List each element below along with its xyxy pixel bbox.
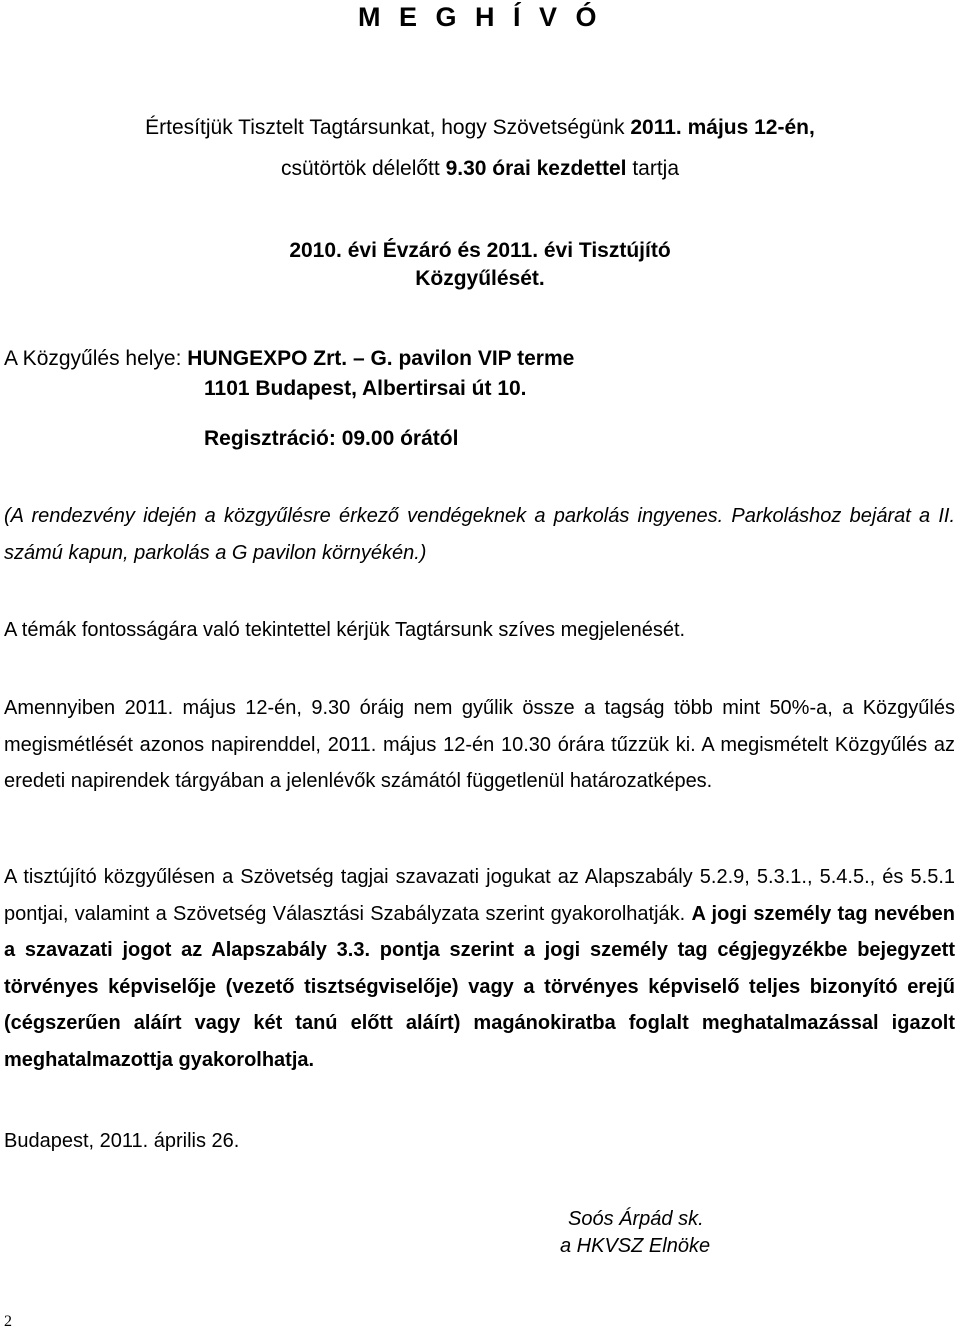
invite-text: tartja — [626, 157, 680, 180]
meeting-date: 2011. május 12-én, — [630, 116, 815, 139]
place-and-date: Budapest, 2011. április 26. — [4, 1130, 240, 1152]
invite-line-2 — [0, 156, 960, 182]
voting-representation-text: A jogi személy tag nevében a szavazati jogot az Alapszabály 3.3. pontja szerint a jogi személy tag cégjegyzékbe bejegyzett törvényes képviselője (vezető tisztségviselője) vagy a törvényes képviselő teljes bizonyító erejű (cégszerűen aláírt vagy két tanú előtt aláírt) magánokiratba foglalt meghatalmazással igazolt meghatalmazottja gyakorolhatja. — [4, 902, 956, 1071]
invite-text: csütörtök délelőtt — [280, 157, 446, 180]
venue-name: HUNGEXPO Zrt. – G. pavilon VIP terme — [187, 347, 575, 370]
quorum-paragraph: Amennyiben 2011. május 12-én, 9.30 óráig nem gyűlik össze a tagság több mint 50%-a, a Közgyűlés megismétlését azonos napirenddel, 2011. május 12-én 10.30 órára tűzzük ki. A megismételt Közgyűlés az eredeti napirendek tárgyában a jelenlévők számától függetlenül határozatképes. — [4, 697, 955, 792]
parking-note: (A rendezvény idején a közgyűlésre érkező vendégeknek a parkolás ingyenes. Parkoláshoz bejárat a II. számú kapun, parkolás a G pavilon környékén.) — [4, 505, 955, 564]
event-name-line-1: 2010. évi Évzáró és 2011. évi Tisztújító — [289, 239, 671, 262]
meeting-time: 9.30 órai kezdettel — [445, 157, 627, 180]
voting-text: A tisztújító közgyűlésen a Szövetség tagjai szavazati jogukat az Alapszabály 5.2.9, 5.3.1., 5.4.5., és 5.5.1 pontjai, valamint a Szövetség Választási Szabályzata szerint gyakorolhatják. — [4, 866, 955, 925]
registration-time: Regisztráció: 09.00 órától — [204, 427, 459, 450]
page-number: 2 — [4, 1313, 12, 1330]
signatory-role: a HKVSZ Elnöke — [560, 1235, 711, 1257]
venue-address: 1101 Budapest, Albertirsai út 10. — [204, 377, 527, 400]
venue-label: A Közgyűlés helye: — [4, 347, 188, 370]
event-name-line-2: Közgyűlését. — [415, 267, 545, 290]
document-title: M E G H Í V Ó — [357, 2, 603, 32]
attendance-request: A témák fontosságára való tekintettel kérjük Tagtársunk szíves megjelenését. — [4, 619, 686, 641]
voting-paragraph — [4, 859, 955, 1078]
invite-text: Értesítjük Tisztelt Tagtársunkat, hogy Szövetségünk — [145, 116, 631, 139]
venue-line — [4, 346, 574, 372]
signatory-name: Soós Árpád sk. — [568, 1208, 704, 1230]
invite-line-1 — [0, 115, 960, 141]
